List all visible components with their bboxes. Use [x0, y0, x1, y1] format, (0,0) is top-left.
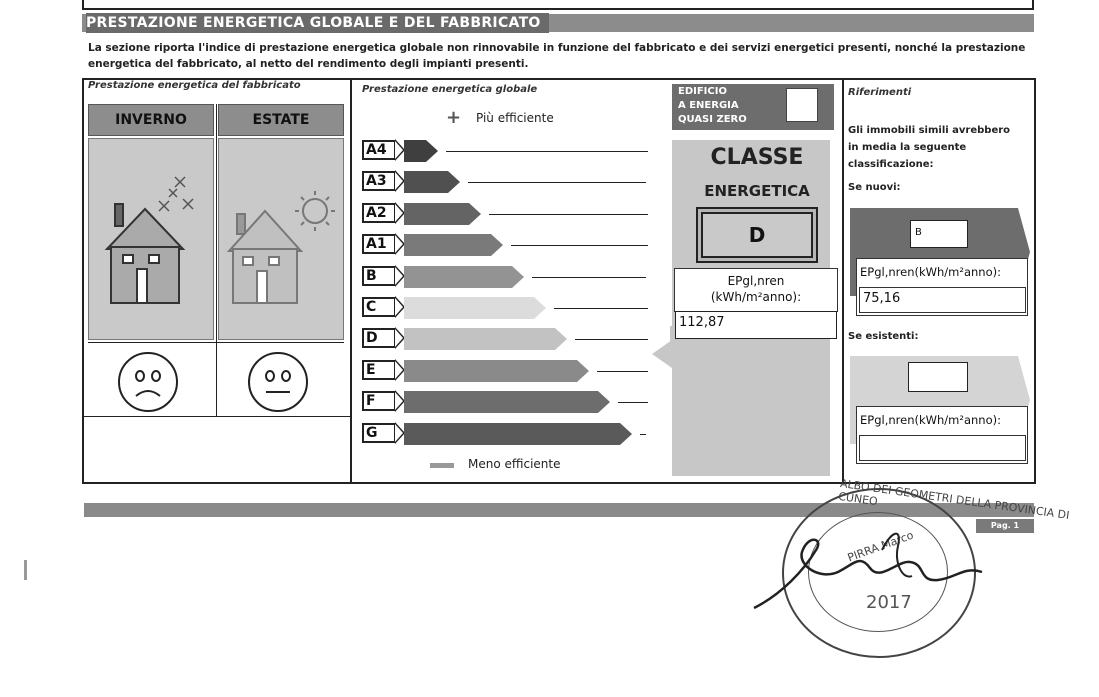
winter-house-icon — [89, 139, 213, 339]
sun-icon — [295, 191, 335, 231]
summer-image — [218, 138, 344, 340]
class-label-tip-inner — [395, 204, 403, 222]
intro-line-1: La sezione riporta l'indice di prestazione energetica globale non rinnovabile in funzione del fabbricato e dei servizi energetici presenti, nonché la prestazione — [88, 42, 1026, 54]
class-bar-tip — [448, 171, 460, 193]
class-label-g: G — [362, 423, 396, 443]
riferimenti-text-1: Gli immobili simili avrebbero — [848, 125, 1011, 136]
ep-label-line-2: (kWh/m²anno): — [710, 290, 802, 304]
divider-2 — [842, 78, 844, 484]
stamp-name: PIRRA Marco — [845, 528, 916, 565]
class-bar-b — [404, 266, 512, 288]
class-bar-tip — [491, 234, 503, 256]
class-leader-line — [511, 245, 649, 246]
class-leader-line — [554, 308, 649, 309]
nzeb-label — [678, 85, 747, 127]
riferimenti-header: Riferimenti — [848, 87, 912, 98]
class-label-a3: A3 — [362, 171, 396, 191]
class-label-tip-inner — [395, 392, 403, 410]
class-leader-line — [446, 151, 648, 152]
class-bar-f — [404, 391, 598, 413]
class-bar-a1 — [404, 234, 491, 256]
stamp-text: ALBO DEI GEOMETRI DELLA PROVINCIA DI CUNEO — [837, 476, 1071, 523]
class-bar-a3 — [404, 171, 448, 193]
ep-label-box — [674, 268, 838, 312]
nzeb-line-1: EDIFICIO — [678, 86, 727, 97]
divider-1 — [350, 78, 352, 484]
energetica-title: ENERGETICA — [704, 182, 810, 200]
class-label-a1: A1 — [362, 234, 396, 254]
intro-line-2: energetica del fabbricato, al netto del rendimento degli impianti presenti. — [88, 58, 529, 70]
signature-icon — [742, 510, 1002, 620]
class-leader-line — [532, 277, 646, 278]
nzeb-line-3: QUASI ZERO — [678, 114, 747, 125]
class-label-a4: A4 — [362, 140, 396, 160]
scan-mark — [24, 560, 27, 580]
class-leader-line — [468, 182, 647, 183]
class-bar-tip — [534, 297, 546, 319]
class-leader-line — [489, 214, 648, 215]
more-efficient-label: Più efficiente — [476, 111, 554, 125]
summer-header: ESTATE — [218, 104, 344, 136]
ep-value: 112,87 — [675, 311, 837, 339]
existing-class-box — [908, 362, 968, 392]
winter-header: INVERNO — [88, 104, 214, 136]
globale-header: Prestazione energetica globale — [362, 84, 538, 95]
top-frame-edge — [82, 0, 1034, 10]
class-bar-tip — [598, 391, 610, 413]
nzeb-checkbox — [786, 88, 818, 122]
sad-face-icon — [118, 352, 178, 412]
fabbricato-bottom-line — [82, 416, 350, 417]
new-ep-label: EPgl,nren(kWh/m²anno): — [860, 265, 1001, 279]
neutral-face-icon — [248, 352, 308, 412]
class-bar-g — [404, 423, 620, 445]
section-title: PRESTAZIONE ENERGETICA GLOBALE E DEL FABBRICATO — [86, 13, 549, 33]
ep-label-line-1: EPgl,nren — [727, 274, 785, 288]
class-label-tip-inner — [395, 424, 403, 442]
class-label-a2: A2 — [362, 203, 396, 223]
less-efficient-label: Meno efficiente — [468, 457, 561, 471]
existing-ep-label: EPgl,nren(kWh/m²anno): — [860, 413, 1001, 427]
minus-icon — [430, 463, 454, 468]
class-bar-tip — [469, 203, 481, 225]
class-label-d: D — [362, 328, 396, 348]
class-value-frame — [696, 207, 818, 263]
season-divider — [216, 104, 217, 416]
fabbricato-header: Prestazione energetica del fabbricato — [88, 80, 301, 91]
class-leader-line — [597, 371, 649, 372]
class-leader-line — [640, 434, 647, 435]
class-bar-a2 — [404, 203, 469, 225]
class-label-tip-inner — [395, 172, 403, 190]
page-number: Pag. 1 — [976, 519, 1034, 533]
plus-icon: + — [446, 107, 462, 128]
class-bar-tip — [555, 328, 567, 350]
existing-ep-box — [856, 406, 1028, 464]
class-bar-tip — [577, 360, 589, 382]
class-bar-c — [404, 297, 534, 319]
class-label-c: C — [362, 297, 396, 317]
existing-label: Se esistenti: — [848, 331, 919, 342]
class-leader-line — [575, 339, 648, 340]
class-bar-tip — [426, 140, 438, 162]
new-ep-value: 75,16 — [859, 287, 1026, 313]
riferimenti-text-3: classificazione: — [848, 159, 934, 170]
class-bar-tip — [512, 266, 524, 288]
classe-title: CLASSE — [710, 145, 804, 170]
stamp-number: 2017 — [866, 592, 912, 613]
class-label-tip-inner — [395, 361, 403, 379]
snowflake-icon — [159, 177, 193, 211]
class-bar-tip — [620, 423, 632, 445]
class-bar-a4 — [404, 140, 426, 162]
class-label-tip-inner — [395, 329, 403, 347]
class-bar-e — [404, 360, 577, 382]
class-leader-line — [618, 402, 648, 403]
class-bar-d — [404, 328, 555, 350]
nzeb-line-2: A ENERGIA — [678, 100, 739, 111]
summer-house-icon — [219, 139, 343, 339]
section-intro — [88, 40, 1034, 72]
class-label-tip-inner — [395, 235, 403, 253]
winter-image — [88, 138, 214, 340]
class-label-e: E — [362, 360, 396, 380]
class-pointer — [652, 340, 672, 368]
riferimenti-text-2: in media la seguente — [848, 142, 967, 153]
class-label-tip-inner — [395, 267, 403, 285]
class-value: D — [701, 212, 813, 258]
class-label-b: B — [362, 266, 396, 286]
riferimenti-text — [848, 122, 1010, 173]
existing-ep-value — [859, 435, 1026, 461]
class-label-tip-inner — [395, 298, 403, 316]
new-class-box: B — [910, 220, 968, 248]
new-ep-box — [856, 258, 1028, 316]
new-label: Se nuovi: — [848, 182, 901, 193]
class-label-tip-inner — [395, 141, 403, 159]
class-label-f: F — [362, 391, 396, 411]
